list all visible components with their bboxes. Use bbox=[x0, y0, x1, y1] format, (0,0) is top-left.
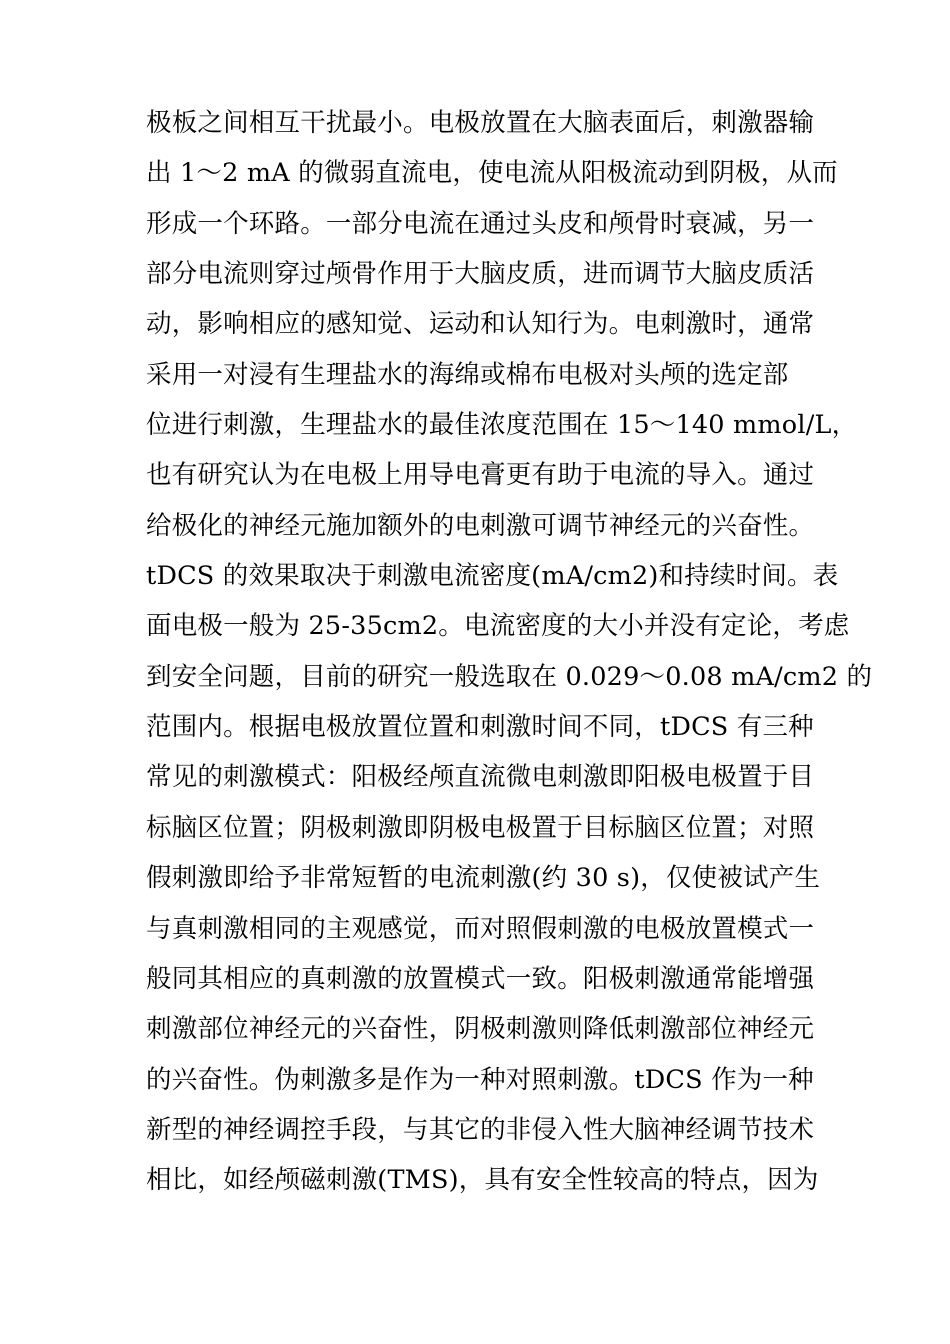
text-line-4: 部分电流则穿过颅骨作用于大脑皮质，进而调节大脑皮质活 bbox=[146, 259, 815, 290]
text-line-13: 范围内。根据电极放置位置和刺激时间不同，tDCS 有三种 bbox=[146, 712, 814, 743]
text-line-10: tDCS 的效果取决于刺激电流密度(mA/cm2)和持续时间。表 bbox=[146, 561, 839, 592]
text-line-17: 与真刺激相同的主观感觉，而对照假刺激的电极放置模式一 bbox=[146, 913, 815, 944]
text-line-5: 动，影响相应的感知觉、运动和认知行为。电刺激时，通常 bbox=[146, 309, 815, 340]
text-line-3: 形成一个环路。一部分电流在通过头皮和颅骨时衰减，另一 bbox=[146, 208, 815, 239]
text-line-15: 标脑区位置；阴极刺激即阴极电极置于目标脑区位置；对照 bbox=[146, 812, 815, 843]
text-line-18: 般同其相应的真刺激的放置模式一致。阳极刺激通常能增强 bbox=[146, 963, 815, 994]
text-line-6: 采用一对浸有生理盐水的海绵或棉布电极对头颅的选定部 bbox=[146, 359, 789, 390]
text-line-20: 的兴奋性。伪刺激多是作为一种对照刺激。tDCS 作为一种 bbox=[146, 1064, 814, 1095]
text-line-14: 常见的刺激模式：阳极经颅直流微电刺激即阳极电极置于目 bbox=[146, 762, 815, 793]
body-text bbox=[146, 98, 873, 1206]
text-line-12: 到安全问题，目前的研究一般选取在 0.029～0.08 mA/cm2 的 bbox=[146, 661, 873, 692]
text-line-21: 新型的神经调控手段，与其它的非侵入性大脑神经调节技术 bbox=[146, 1114, 815, 1145]
text-line-9: 给极化的神经元施加额外的电刺激可调节神经元的兴奋性。 bbox=[146, 510, 815, 541]
text-line-1: 极板之间相互干扰最小。电极放置在大脑表面后，刺激器输 bbox=[146, 108, 815, 138]
text-line-7: 位进行刺激，生理盐水的最佳浓度范围在 15～140 mmol/L， bbox=[146, 410, 858, 441]
text-line-2: 出 1～2 mA 的微弱直流电，使电流从阳极流动到阴极，从而 bbox=[146, 158, 838, 189]
text-line-19: 刺激部位神经元的兴奋性，阴极刺激则降低刺激部位神经元 bbox=[146, 1014, 815, 1045]
text-line-16: 假刺激即给予非常短暂的电流刺激(约 30 s)，仅使被试产生 bbox=[146, 863, 821, 894]
text-line-11: 面电极一般为 25-35cm2。电流密度的大小并没有定论，考虑 bbox=[146, 611, 850, 642]
text-line-22: 相比，如经颅磁刺激(TMS)，具有安全性较高的特点，因为 bbox=[146, 1165, 819, 1196]
text-line-8: 也有研究认为在电极上用导电膏更有助于电流的导入。通过 bbox=[146, 460, 815, 491]
